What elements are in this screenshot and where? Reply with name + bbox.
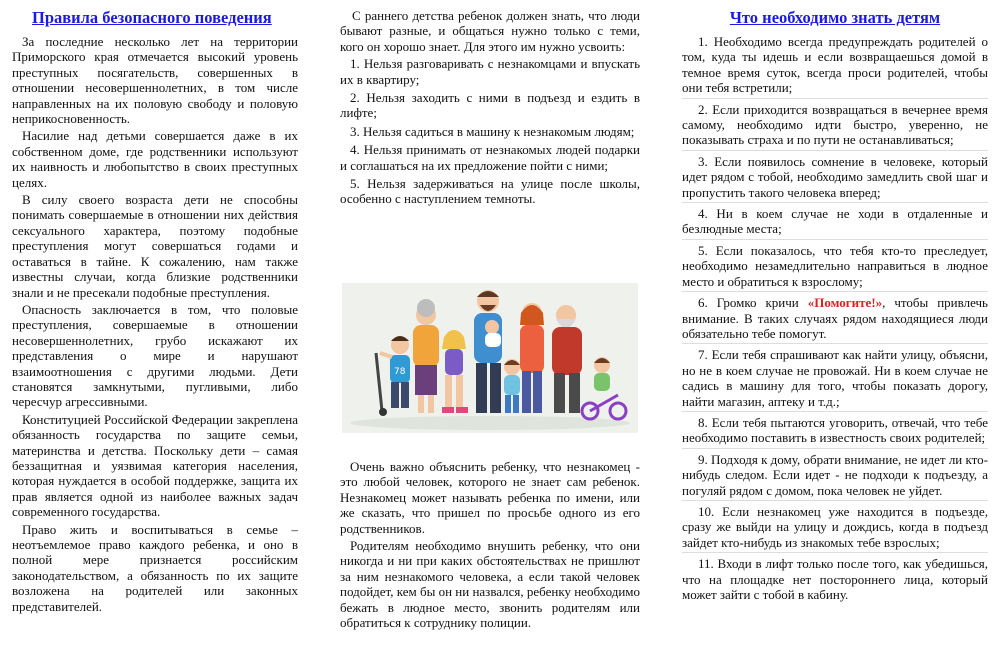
left-title: Правила безопасного поведения [32,8,272,27]
middle-lower-text [340,459,640,632]
middle-intro: С раннего детства ребенок должен знать, что люди бывают разные, и общаться нужно только с теми, кого он хорошо знает. Для этого им нужно усвоить: [340,8,640,54]
grandmother [413,299,439,413]
small-child [504,359,520,413]
left-paragraph: Опасность заключается в том, что половые преступления, совершаемые в отношении несовершеннолетних, грубо искажают их представления о мире и нарушают взаимоотношения с другими людьми. Дети становятся замкнутыми, пугливыми, либо чересчур агрессивными. [12,301,298,410]
grandfather [552,305,582,413]
right-title: Что необходимо знать детям [729,8,941,27]
help-shout: «Помогите!» [807,295,883,311]
kids-rule-item: 2. Если приходится возвращаться в вечернее время самому, необходимо идти быстро, уверенно, не показывать страха и по пути не останавливаться; [682,102,988,151]
girl-on-skates [442,330,468,413]
kids-rule-item: 4. Ни в коем случае не ходи в отдаленные и безлюдные места; [682,206,988,240]
middle-paragraph: Очень важно объяснить ребенку, что незнакомец - это любой человек, которого не знает сам ребенок. Незнакомец может называть ребенка по имени, или же сказать, что пришел по просьбе одного из его родственников. [340,459,640,536]
rule-text: 6. Громко кричи [698,295,808,311]
rule-item: 1. Нельзя разговаривать с незнакомцами и впускать их в квартиру; [340,56,640,87]
tshirt-number: 78 [394,367,406,377]
mother [520,303,544,413]
middle-paragraph: Родителям необходимо внушить ребенку, что они никогда и ни при каких обстоятельствах не пришлют за ним незнакомого человека, а если такой человек подойдет, кем бы он ни назвался, ребенку необходимо бежать в людное место, звонить родителям или обратиться к сотруднику полиции. [340,538,640,631]
rule-item: 3. Нельзя садиться в машину к незнакомым людям; [350,123,635,139]
father-with-baby [474,290,502,413]
middle-column [340,0,640,210]
rule-item: 5. Нельзя задерживаться на улице после школы, особенно с наступлением темноты. [340,176,640,207]
kids-rule-item: 7. Если тебя спрашивают как найти улицу, объясни, но не в коем случае не провожай. Ни в коем случае не садись в машину для того, чтобы показать дорогу, найти магазин, аптеку и т.д.; [682,347,988,412]
kids-rule-item: 8. Если тебя пытаются уговорить, отвечай, что тебе необходимо поставить в известность своих родителей; [682,415,988,449]
left-paragraph: Насилие над детьми совершается даже в их собственном доме, где родственники используют их наивность и любопытство в своих преступных целях. [12,128,298,190]
kids-rule-item: 10. Если незнакомец уже находится в подъезде, сразу же выйди на улицу и дождись, когда в подъезд зайдет кто-нибудь из знакомых тебе взрослых; [682,504,988,553]
kids-rule-item: 9. Подходя к дому, обрати внимание, не идет ли кто-нибудь следом. Если идет - не подходи к подъезду, а погуляй рядом с домом, пока человек не уйдет. [682,452,988,501]
family-illustration-svg [342,283,638,433]
kids-rule-item: 5. Если показалось, что тебя кто-то преследует, необходимо незамедлительно направиться в людное место и обратиться к взрослому; [682,243,988,292]
child-on-tricycle [582,357,626,419]
rule-item: 2. Нельзя заходить с ними в подъезд и ездить в лифте; [340,90,640,121]
kids-rule-item: 11. Входи в лифт только после того, как убедишься, что на площадке нет постороннего лица, который может зайти с тобой в кабину. [682,556,988,602]
kids-rule-item [682,295,988,344]
family-illustration [342,283,638,433]
left-column [12,0,298,616]
rules-list [340,56,640,207]
left-paragraph: Право жить и воспитываться в семье – неотъемлемое право каждого ребенка, и оно в полной мере признается российским законодательством, а обязанность по их защите возложена на родителей или законных представителей. [12,521,298,614]
left-paragraph: В силу своего возраста дети не способны понимать совершаемые в отношении них действия сексуального характера, поэтому подобные преступления могут совершаться годами и оставаться в тайне. К сожалению, нам также известны случаи, когда близкие родственники знали и не пресекали подобные преступления. [12,192,298,300]
rule-item: 4. Нельзя принимать от незнакомых людей подарки и соглашаться на их предложение пойти с ними; [340,142,640,173]
kids-rules-list [682,34,988,604]
right-column [682,0,988,607]
left-paragraph: Конституцией Российской Федерации закреплена обязанность государства по защите семьи, материнства и детства. Поскольку дети – самая беззащитная и уязвимая категория населения, которая нуждается в особой поддержке, защита их прав является одной из наиболее важных задач современного государства. [12,411,298,520]
boy-with-scooter [376,336,410,416]
left-paragraph: За последние несколько лет на территории Приморского края отмечается высокий уровень преступных посягательств, совершенных в отношении несовершеннолетних, в том числе направленных на их половую свободу и половую неприкосновенность. [12,34,298,127]
rule-text: , чтобы привлечь внимание. В таких случаях рядом находящиеся люди обязательно тебе помогут. [682,295,988,341]
kids-rule-item: 3. Если появилось сомнение в человеке, который идет рядом с тобой, необходимо замедлить свой шаг и пропустить такого человека вперед; [682,154,988,203]
kids-rule-item: 1. Необходимо всегда предупреждать родителей о том, куда ты идешь и если возвращаешься домой в темное время суток, всегда проси родителей, чтобы они тебя встретили; [682,34,988,99]
